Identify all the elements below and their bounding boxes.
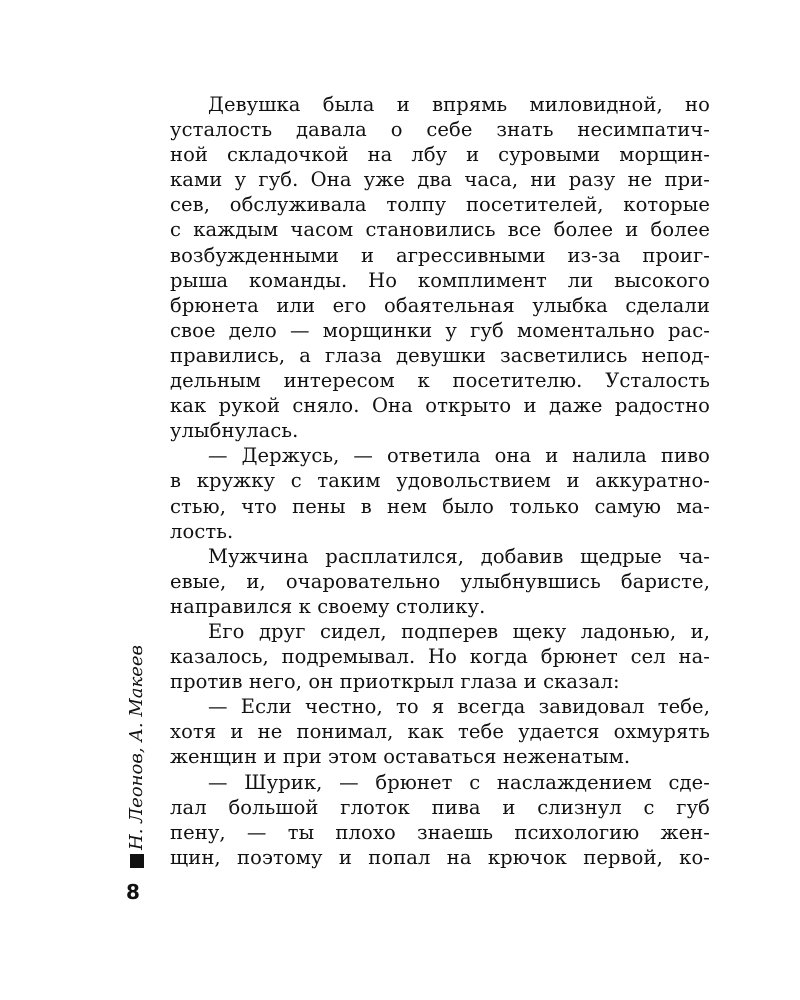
- text-line: Его друг сидел, подперев щеку ладонью, и,: [208, 619, 710, 643]
- text-line: правились, а глаза девушки засветились непод-: [170, 343, 710, 367]
- text-line: Девушка была и впрямь миловидной, но: [208, 93, 710, 116]
- text-line: — Шурик, — брюнет с наслаждением сде-: [208, 770, 710, 794]
- text-line: казалось, подремывал. Но когда брюнет сел на-: [170, 645, 710, 669]
- text-line: евые, и, очаровательно улыбнувшись баристе,: [170, 569, 710, 593]
- text-line: лость.: [170, 519, 234, 543]
- text-line: лал большой глоток пива и слизнул с губ: [170, 795, 710, 819]
- text-line: ной складочкой на лбу и суровыми морщин-: [170, 143, 710, 167]
- text-line: с каждым часом становились все более и более: [170, 218, 710, 242]
- text-line: в кружку с таким удовольствием и аккуратно-: [170, 469, 710, 493]
- body-text: [170, 92, 710, 870]
- text-line: усталость давала о себе знать несимпатич-: [170, 118, 710, 142]
- text-line: женщин и при этом оставаться неженатым.: [170, 745, 631, 769]
- text-line: как рукой сняло. Она открыто и даже радостно: [170, 394, 710, 418]
- text-line: Мужчина расплатился, добавив щедрые ча-: [208, 544, 710, 568]
- text-line: — Если честно, то я всегда завидовал тебе,: [208, 695, 710, 719]
- text-line: дельным интересом к посетителю. Усталость: [170, 369, 710, 393]
- text-line: щин, поэтому и попал на крючок первой, ко-: [170, 845, 710, 869]
- text-line: сев, обслуживала толпу посетителей, которые: [170, 193, 710, 217]
- running-head: [122, 644, 152, 870]
- text-line: — Держусь, — ответила она и налила пиво: [208, 444, 710, 468]
- text-line: улыбнулась.: [170, 419, 299, 443]
- running-head-author: Н. Леонов, А. Макеев: [126, 644, 147, 850]
- text-line: рыша команды. Но комплимент ли высокого: [170, 268, 710, 292]
- page-number: 8: [126, 880, 140, 904]
- running-head-marker: [130, 854, 144, 868]
- text-line: стью, что пены в нем было только самую ма-: [170, 494, 710, 518]
- text-line: против него, он приоткрыл глаза и сказал:: [170, 670, 620, 694]
- text-line: ками у губ. Она уже два часа, ни разу не при-: [170, 168, 710, 192]
- text-line: направился к своему столику.: [170, 594, 486, 618]
- text-line: пену, — ты плохо знаешь психологию жен-: [170, 820, 710, 844]
- text-line: хотя и не понимал, как тебе удается охмурять: [170, 720, 710, 744]
- text-line: возбужденными и агрессивными из-за проиг-: [170, 243, 710, 267]
- text-line: брюнета или его обаятельная улыбка сделали: [170, 293, 710, 317]
- text-line: свое дело — морщинки у губ моментально рас-: [170, 318, 710, 342]
